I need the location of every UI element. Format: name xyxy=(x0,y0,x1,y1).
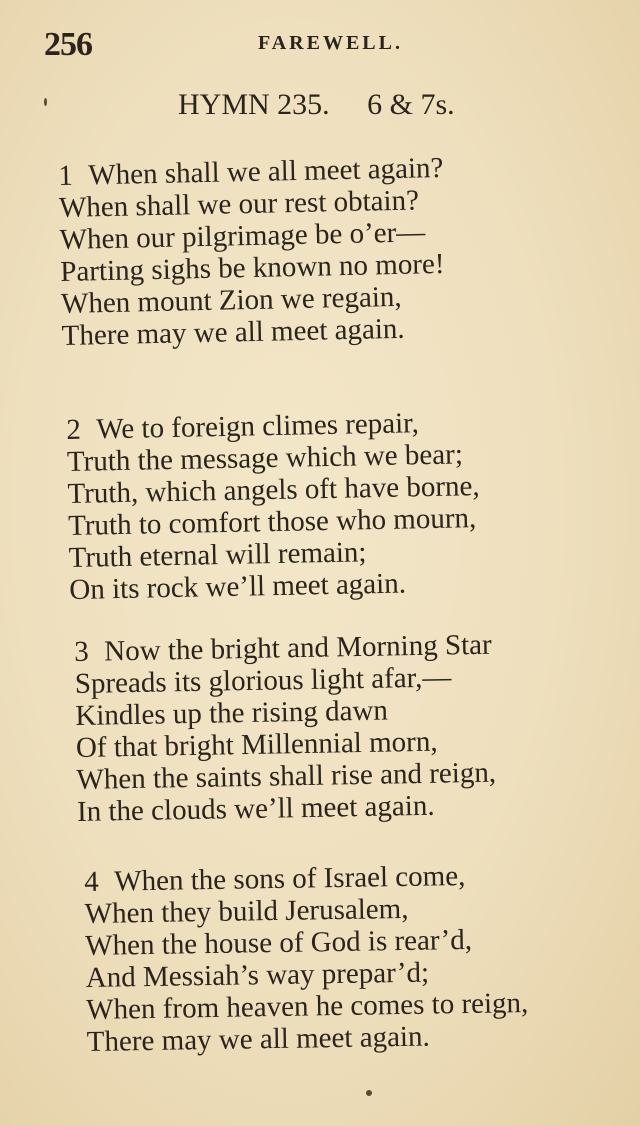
stanza-line: Spreads its glorious light afar,— xyxy=(74,661,452,700)
stanza-line: There may we all meet again. xyxy=(86,1020,430,1058)
stanza-line: When from heaven he comes to reign, xyxy=(86,987,529,1026)
running-head: FAREWELL. xyxy=(258,32,403,54)
stanza-1 xyxy=(58,152,447,352)
stanza-3 xyxy=(74,629,497,828)
stanza-line: On its rock we’ll meet again. xyxy=(69,567,407,606)
stanza-line: Truth, which angels oft have borne, xyxy=(67,470,480,510)
hymn-meter: 6 & 7s. xyxy=(367,88,455,121)
hymn-heading xyxy=(178,88,455,122)
stanza-line: Truth eternal will remain; xyxy=(68,536,367,574)
stanza-line: And Messiah’s way prepar’d; xyxy=(85,956,430,994)
ink-speck xyxy=(44,98,47,106)
stanza-line: Of that bright Millennial morn, xyxy=(75,725,438,764)
stanza-line: When the house of God is rear’d, xyxy=(85,923,473,962)
stanza-line: Kindles up the rising dawn xyxy=(75,694,389,732)
page-header xyxy=(44,26,604,66)
stanza-number: 2 xyxy=(66,413,82,446)
stanza-line: In the clouds we’ll meet again. xyxy=(76,789,435,828)
stanza-2 xyxy=(66,406,482,606)
stanza-line: Parting sighs be known no more! xyxy=(60,247,445,288)
stanza-line: There may we all meet again. xyxy=(61,312,405,352)
stanza-line: Truth the message which we bear; xyxy=(66,438,464,478)
stanza-line: Truth to comfort those who mourn, xyxy=(67,502,477,542)
verse-text: We to foreign climes repair, xyxy=(95,407,420,446)
stanza-4 xyxy=(84,859,529,1058)
hymn-title: HYMN 235. xyxy=(178,88,330,121)
stanza-line: When mount Zion we regain, xyxy=(60,280,402,320)
stanza-number: 3 xyxy=(74,635,90,668)
stanza-line: When shall we our rest obtain? xyxy=(58,184,420,224)
verse-text: When the sons of Israel come, xyxy=(113,860,466,898)
ink-speck xyxy=(366,1090,372,1096)
stanza-line: When they build Jerusalem, xyxy=(84,892,409,930)
page-number: 256 xyxy=(44,26,92,63)
verse-text: Now the bright and Morning Star xyxy=(103,628,492,668)
verse-text: When shall we all meet again? xyxy=(87,151,444,192)
stanza-line: When our pilgrimage be o’er— xyxy=(59,216,426,256)
stanza-number: 1 xyxy=(58,159,74,192)
stanza-number: 4 xyxy=(84,865,100,898)
stanza-line: When the saints shall rise and reign, xyxy=(76,756,497,796)
